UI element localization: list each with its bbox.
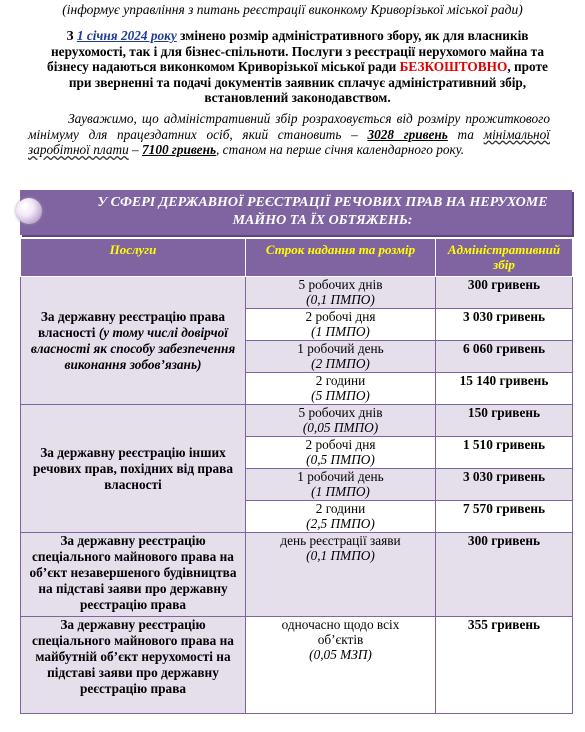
term-cell <box>246 501 436 533</box>
term-cell <box>246 309 436 341</box>
fee-cell: 300 гривень <box>436 277 573 309</box>
service-cell <box>21 617 246 714</box>
intro-paragraph <box>40 28 555 106</box>
intro-text-1: змінено розмір адміністративного збору, як для власників нерухомості, так і для бізнес-спільноти. Послуги з реєстрації нерухомого майна та бізнесу надаються виконкомом Криворізької міської ради <box>47 28 544 74</box>
term-cell <box>246 533 436 617</box>
term-text: 5 робочих днів <box>298 405 383 420</box>
col-header-services: Послуги <box>21 239 246 277</box>
fee-cell: 3 030 гривень <box>436 469 573 501</box>
service-name: За державну реєстрацію інших речових прав, похідних від права власності <box>33 444 233 492</box>
term-text: 2 робочі дня <box>305 437 376 452</box>
table-header-row <box>21 239 573 277</box>
term-text: 5 робочих днів <box>298 277 383 292</box>
service-name: За державну реєстрацію права власності <box>38 308 226 340</box>
intro-text-2: , проте при зверненні та подачі документів заявник сплачує адміністративний збір, встановлений законодавством. <box>68 59 548 105</box>
term-cell <box>246 373 436 405</box>
intro-prefix: З <box>66 28 77 43</box>
term-cell <box>246 469 436 501</box>
term-size: (2 ПМПО) <box>311 356 370 371</box>
fee-cell: 150 гривень <box>436 405 573 437</box>
table-row <box>21 405 573 437</box>
col-header-fee: Адміністративний збір <box>436 239 573 277</box>
service-name: За державну реєстрацію спеціального майнового права на майбутній об’єкт нерухомості на підставі заяви про державну реєстрацію права <box>32 617 234 696</box>
term-cell <box>246 341 436 373</box>
service-note: (у тому числі довірчої власності як способу забезпечення виконання зобов’язань) <box>30 324 236 372</box>
service-cell <box>21 277 246 405</box>
note-text-3: – <box>128 142 143 157</box>
table-row <box>21 533 573 617</box>
term-size: (0,5 ПМПО) <box>306 452 375 467</box>
term-size: (1 ПМПО) <box>311 324 370 339</box>
service-cell <box>21 533 246 617</box>
service-cell <box>21 405 246 533</box>
note-text-1: Зауважимо, що адміністративний збір розраховується від розміру прожиткового мінімуму для працездатних осіб, який становить – <box>28 111 550 142</box>
pearl-bullet-icon <box>16 198 42 224</box>
term-text: 1 робочий день <box>297 469 384 484</box>
term-size: (0,05 ПМПО) <box>302 420 379 435</box>
term-size: (0,05 МЗП) <box>309 647 372 662</box>
fee-cell: 6 060 гривень <box>436 341 573 373</box>
fee-cell: 15 140 гривень <box>436 373 573 405</box>
term-size: (5 ПМПО) <box>311 388 370 403</box>
term-cell <box>246 437 436 469</box>
term-size: (0,1 ПМПО) <box>306 292 375 307</box>
section-title: У СФЕРІ ДЕРЖАВНОЇ РЕЄСТРАЦІЇ РЕЧОВИХ ПРАВ НА НЕРУХОМЕ МАЙНО ТА ЇХ ОБТЯЖЕНЬ: <box>97 195 548 228</box>
term-text: 2 робочі дня <box>305 309 376 324</box>
term-cell <box>246 277 436 309</box>
fee-cell: 1 510 гривень <box>436 437 573 469</box>
note-paragraph <box>28 111 550 158</box>
living-wage-value: 3028 гривень <box>367 126 448 142</box>
free-highlight: БЕЗКОШТОВНО <box>399 59 508 74</box>
source-note: (інформує управління з питань реєстрації виконкому Криворізької міської ради) <box>62 2 523 17</box>
term-size: (2,5 ПМПО) <box>306 516 375 531</box>
col-header-term: Строк надання та розмір <box>246 239 436 277</box>
note-text-4: , станом на перше січня календарного року. <box>216 142 465 157</box>
term-cell <box>246 405 436 437</box>
term-text: одночасно щодо всіх об’єктів <box>281 617 400 647</box>
term-size: (0,1 ПМПО) <box>306 548 375 563</box>
term-text: 1 робочий день <box>297 341 384 356</box>
term-size: (1 ПМПО) <box>311 484 370 499</box>
term-text: день реєстрації заяви <box>280 533 401 548</box>
table-row <box>21 277 573 309</box>
min-wage-label: мінімальної заробітної плати <box>28 126 550 157</box>
fee-cell: 300 гривень <box>436 533 573 617</box>
table-row <box>21 617 573 714</box>
fees-table <box>20 238 573 714</box>
term-cell <box>246 617 436 714</box>
effective-date: 1 січня 2024 року <box>76 28 177 43</box>
min-wage-value: 7100 гривень <box>142 142 217 157</box>
fee-cell: 7 570 гривень <box>436 501 573 533</box>
fee-cell: 355 гривень <box>436 617 573 714</box>
section-banner <box>20 190 572 235</box>
note-text-2: та <box>447 126 484 142</box>
term-text: 2 години <box>315 373 366 388</box>
service-name: За державну реєстрацію спеціального майнового права на об’єкт незавершеного будівництва на підставі заяви про державну реєстрацію права <box>29 533 237 612</box>
term-text: 2 години <box>315 501 366 516</box>
fee-cell: 3 030 гривень <box>436 309 573 341</box>
